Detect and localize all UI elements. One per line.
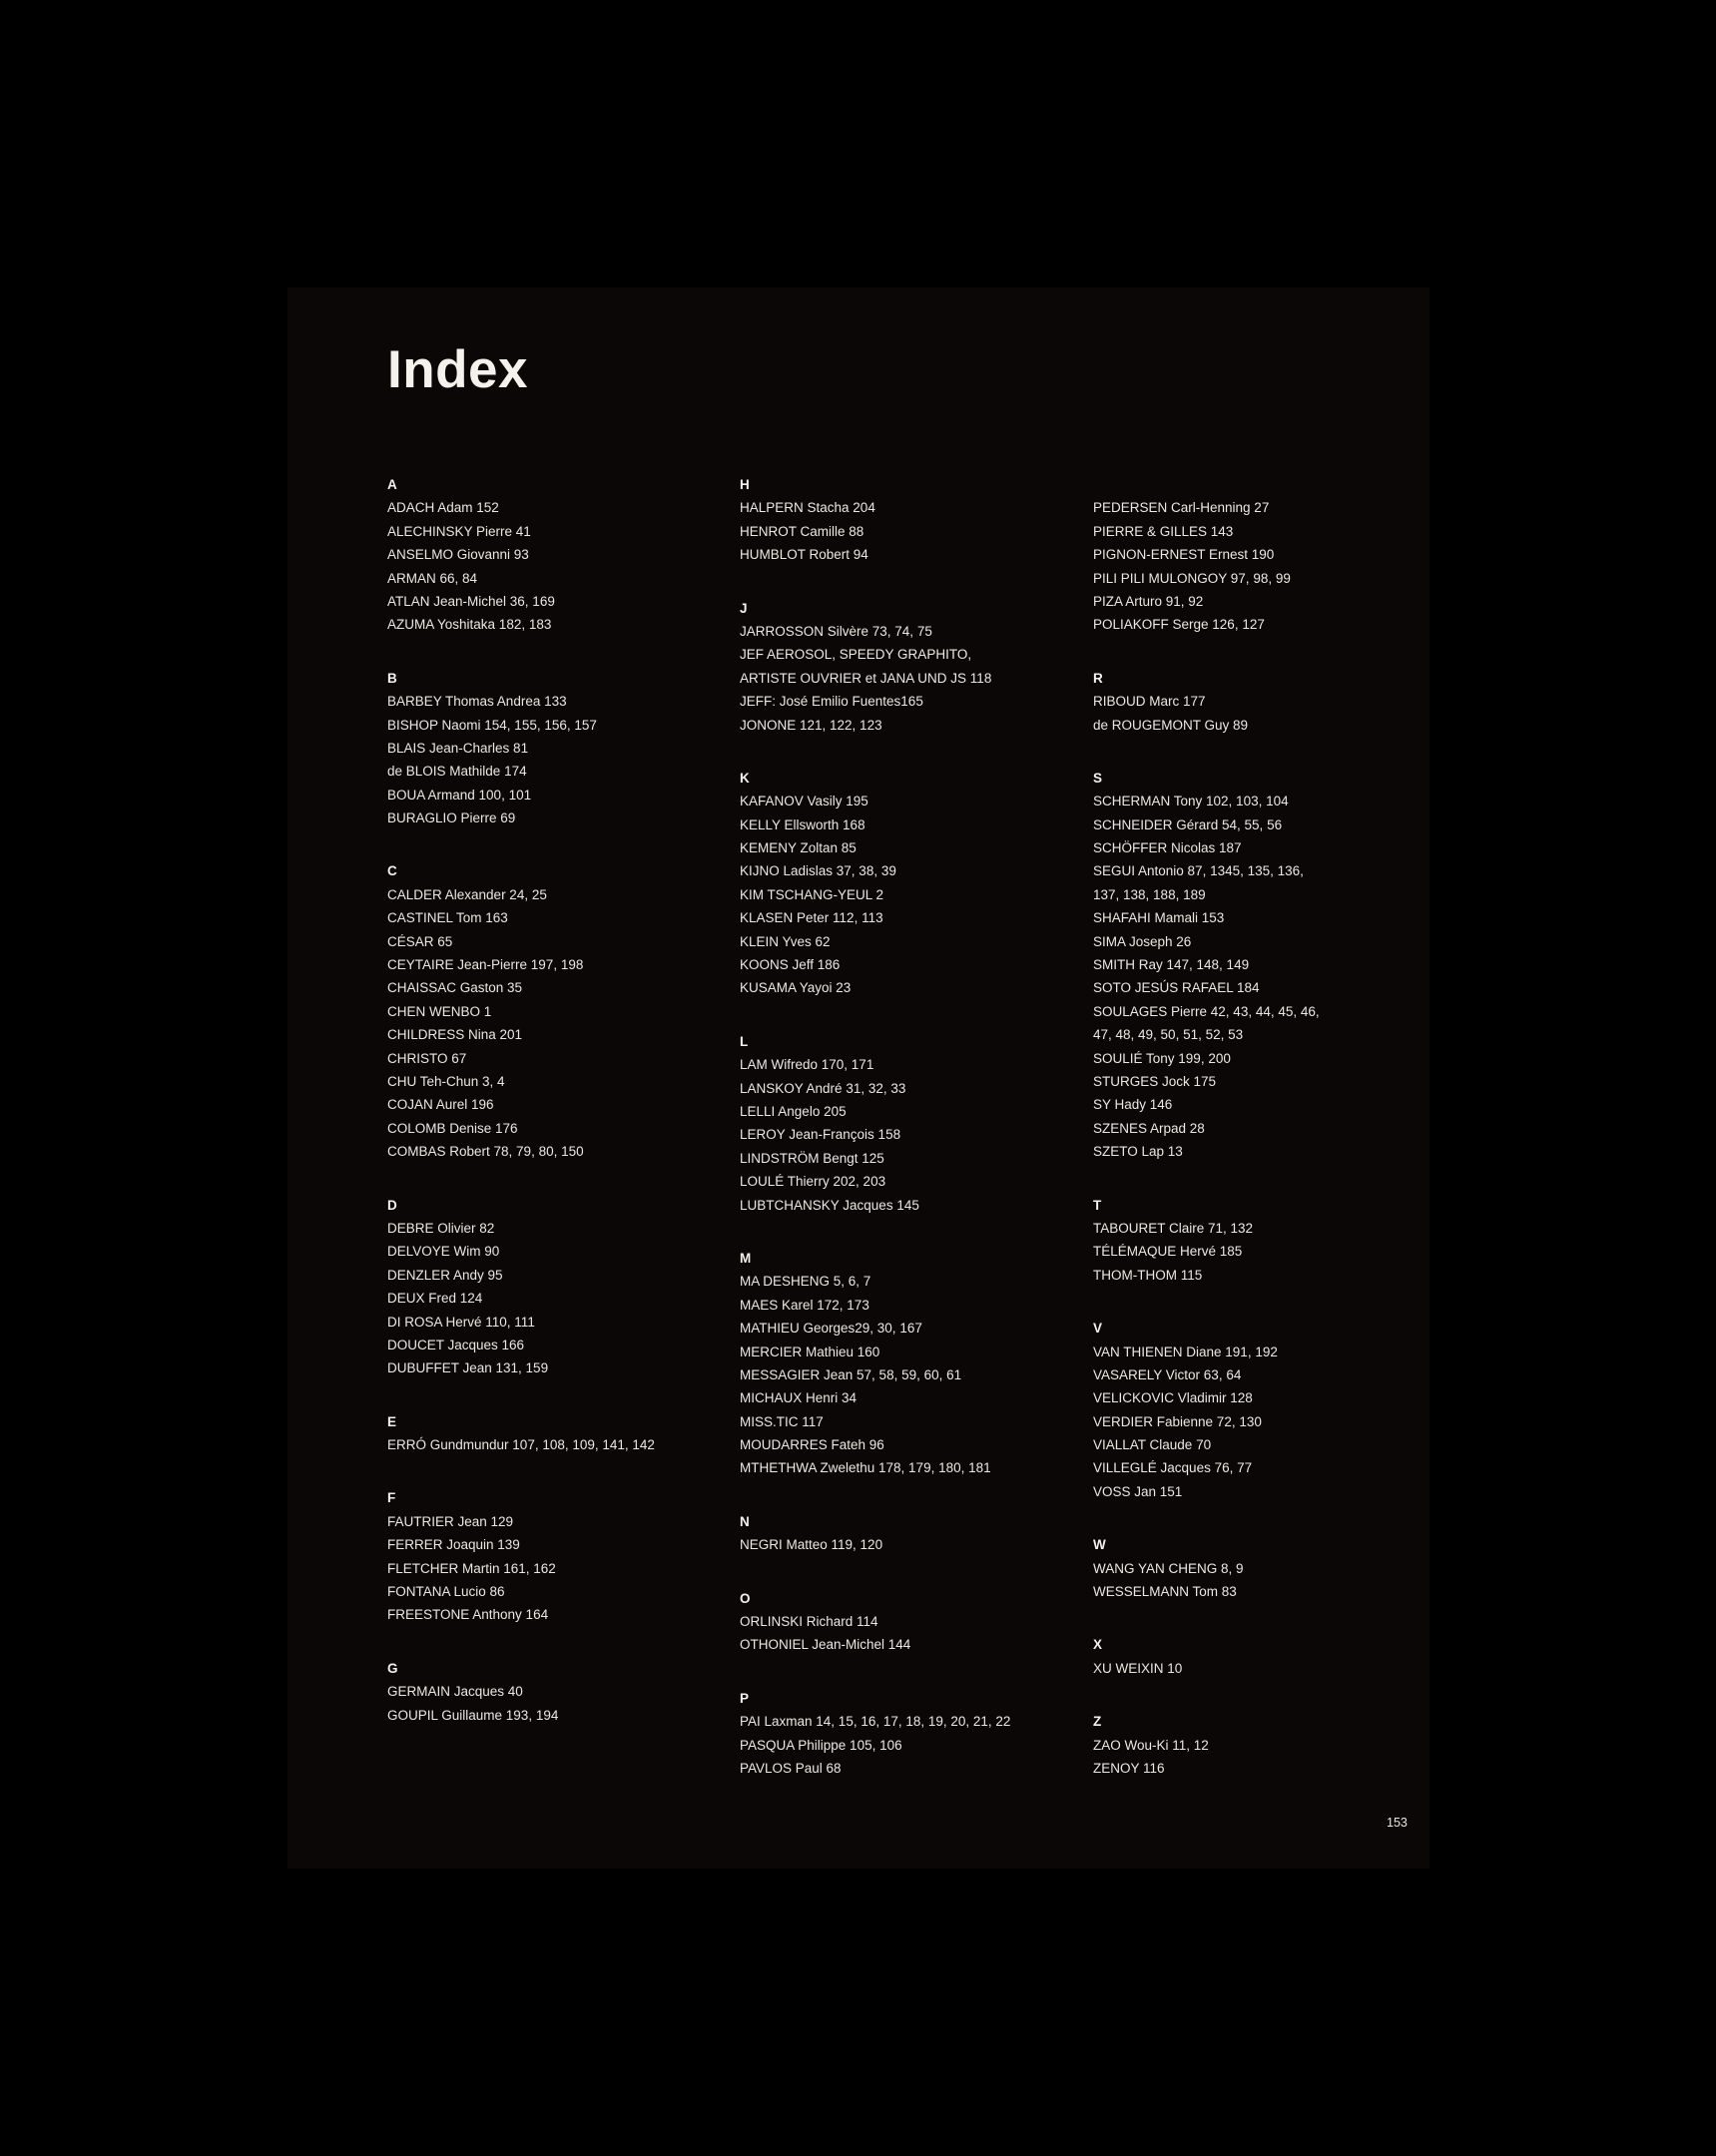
index-entry: COMBAS Robert 78, 79, 80, 150 [387, 1144, 584, 1160]
index-entry: DUBUFFET Jean 131, 159 [387, 1360, 549, 1376]
index-entry: MISS.TIC 117 [740, 1413, 824, 1429]
index-entry: ARMAN 66, 84 [387, 570, 478, 586]
index-entry: TÉLÉMAQUE Hervé 185 [1093, 1244, 1243, 1260]
index-entry: 137, 138, 188, 189 [1093, 886, 1206, 902]
index-entry: PILI PILI MULONGOY 97, 98, 99 [1093, 570, 1291, 586]
index-entry: JEF AEROSOL, SPEEDY GRAPHITO, [740, 647, 972, 663]
index-entry: VIALLAT Claude 70 [1093, 1437, 1212, 1453]
index-section [387, 667, 707, 830]
index-section [1093, 767, 1413, 1164]
index-section [1093, 1317, 1413, 1503]
index-entry: ATLAN Jean-Michel 36, 169 [387, 593, 555, 609]
index-page [287, 287, 1430, 1869]
index-entry: MOUDARRES Fateh 96 [740, 1437, 884, 1453]
index-entry: FAUTRIER Jean 129 [387, 1513, 514, 1529]
index-entry: OTHONIEL Jean-Michel 144 [740, 1637, 911, 1653]
index-section [740, 1030, 1059, 1217]
index-entry: CHILDRESS Nina 201 [387, 1027, 523, 1043]
section-letter: C [387, 863, 397, 879]
index-section [387, 1194, 707, 1380]
index-entry: LANSKOY André 31, 32, 33 [740, 1080, 906, 1096]
index-entry: SZETO Lap 13 [1093, 1144, 1183, 1160]
index-section [1093, 473, 1413, 637]
index-section [1093, 1194, 1413, 1288]
index-entry: MAES Karel 172, 173 [740, 1297, 869, 1313]
index-entry: FREESTONE Anthony 164 [387, 1607, 549, 1623]
index-entry: ADACH Adam 152 [387, 500, 499, 516]
index-entry: SCHNEIDER Gérard 54, 55, 56 [1093, 816, 1283, 832]
index-column-3 [1093, 473, 1413, 1810]
section-letter: D [387, 1197, 397, 1213]
index-section [387, 859, 707, 1163]
index-entry: GOUPIL Guillaume 193, 194 [387, 1707, 559, 1723]
index-entry: JEFF: José Emilio Fuentes165 [740, 694, 923, 710]
index-entry: VASARELY Victor 63, 64 [1093, 1366, 1242, 1382]
index-entry: BISHOP Naomi 154, 155, 156, 157 [387, 717, 597, 733]
index-entry: SOTO JESÚS RAFAEL 184 [1093, 980, 1260, 996]
index-entry: VILLEGLÉ Jacques 76, 77 [1093, 1460, 1253, 1476]
index-entry: CHU Teh-Chun 3, 4 [387, 1073, 505, 1089]
index-entry: CÉSAR 65 [387, 933, 453, 949]
page-title: Index [387, 340, 528, 399]
section-letter: N [740, 1513, 750, 1529]
index-entry: DENZLER Andy 95 [387, 1267, 503, 1283]
section-letter: H [740, 477, 750, 492]
section-letter: V [1093, 1321, 1103, 1337]
section-letter: P [740, 1690, 750, 1706]
index-entry: JONONE 121, 122, 123 [740, 717, 882, 733]
index-entry: JARROSSON Silvère 73, 74, 75 [740, 623, 932, 639]
index-entry: PIERRE & GILLES 143 [1093, 523, 1234, 539]
index-entry: LINDSTRÖM Bengt 125 [740, 1150, 884, 1166]
index-entry: BURAGLIO Pierre 69 [387, 810, 516, 826]
index-entry: LAM Wifredo 170, 171 [740, 1057, 874, 1073]
section-letter: X [1093, 1637, 1103, 1653]
section-letter: G [387, 1660, 398, 1676]
index-entry: MESSAGIER Jean 57, 58, 59, 60, 61 [740, 1366, 962, 1382]
index-entry: KELLY Ellsworth 168 [740, 816, 865, 832]
index-entry: PAI Laxman 14, 15, 16, 17, 18, 19, 20, 21, 22 [740, 1714, 1011, 1730]
index-entry: RIBOUD Marc 177 [1093, 694, 1206, 710]
index-entry: VERDIER Fabienne 72, 130 [1093, 1413, 1262, 1429]
index-entry: ERRÓ Gundmundur 107, 108, 109, 141, 142 [387, 1437, 655, 1453]
index-entry: XU WEIXIN 10 [1093, 1660, 1183, 1676]
index-entry: SY Hady 146 [1093, 1097, 1173, 1113]
section-letter: L [740, 1033, 749, 1049]
index-entry: KLEIN Yves 62 [740, 933, 831, 949]
index-entry: KUSAMA Yayoi 23 [740, 980, 852, 996]
index-entry: MTHETHWA Zwelethu 178, 179, 180, 181 [740, 1460, 991, 1476]
index-entry: LUBTCHANSKY Jacques 145 [740, 1197, 919, 1213]
index-entry: PASQUA Philippe 105, 106 [740, 1737, 902, 1753]
index-entry: MA DESHENG 5, 6, 7 [740, 1274, 871, 1290]
index-column-2 [740, 473, 1059, 1810]
index-entry: KOONS Jeff 186 [740, 957, 841, 973]
index-entry: SOULIÉ Tony 199, 200 [1093, 1050, 1231, 1066]
index-entry: SCHERMAN Tony 102, 103, 104 [1093, 794, 1289, 809]
index-entry: BARBEY Thomas Andrea 133 [387, 694, 567, 710]
index-entry: MICHAUX Henri 34 [740, 1390, 858, 1406]
index-entry: CHEN WENBO 1 [387, 1003, 492, 1019]
index-entry: ZENOY 116 [1093, 1760, 1165, 1776]
index-section [1093, 1533, 1413, 1603]
section-letter: Z [1093, 1714, 1102, 1730]
index-entry: LELLI Angelo 205 [740, 1103, 847, 1119]
index-entry: SEGUI Antonio 87, 1345, 135, 136, [1093, 863, 1304, 879]
section-spacer [1093, 473, 1413, 496]
index-entry: BLAIS Jean-Charles 81 [387, 740, 529, 756]
index-entry: SHAFAHI Mamali 153 [1093, 910, 1225, 926]
index-section [1093, 667, 1413, 737]
index-entry: CHAISSAC Gaston 35 [387, 980, 523, 996]
index-entry: PAVLOS Paul 68 [740, 1760, 842, 1776]
index-entry: PEDERSEN Carl-Henning 27 [1093, 500, 1270, 516]
index-entry: ARTISTE OUVRIER et JANA UND JS 118 [740, 670, 992, 686]
index-entry: DEUX Fred 124 [387, 1291, 483, 1307]
index-section [387, 473, 707, 637]
index-entry: COLOMB Denise 176 [387, 1120, 518, 1136]
index-entry: MATHIEU Georges29, 30, 167 [740, 1321, 922, 1337]
index-entry: ZAO Wou-Ki 11, 12 [1093, 1737, 1209, 1753]
index-entry: POLIAKOFF Serge 126, 127 [1093, 617, 1265, 633]
index-section [740, 1687, 1059, 1781]
index-entry: FERRER Joaquin 139 [387, 1537, 520, 1553]
index-entry: WESSELMANN Tom 83 [1093, 1584, 1237, 1600]
section-letter: S [1093, 770, 1103, 786]
index-entry: SIMA Joseph 26 [1093, 933, 1192, 949]
section-letter: F [387, 1490, 396, 1506]
index-entry: KAFANOV Vasily 195 [740, 794, 868, 809]
index-entry: FLETCHER Martin 161, 162 [387, 1560, 556, 1576]
index-entry: SCHÖFFER Nicolas 187 [1093, 840, 1242, 856]
index-section [740, 473, 1059, 567]
index-entry: MERCIER Mathieu 160 [740, 1344, 880, 1359]
index-entry: KLASEN Peter 112, 113 [740, 910, 883, 926]
index-entry: ALECHINSKY Pierre 41 [387, 523, 531, 539]
index-entry: BOUA Armand 100, 101 [387, 787, 532, 803]
index-entry: de ROUGEMONT Guy 89 [1093, 717, 1249, 733]
index-entry: DELVOYE Wim 90 [387, 1244, 500, 1260]
section-letter: T [1093, 1197, 1102, 1213]
index-section [1093, 1633, 1413, 1680]
index-section [740, 1247, 1059, 1480]
index-entry: CHRISTO 67 [387, 1050, 467, 1066]
index-entry: HENROT Camille 88 [740, 523, 864, 539]
index-entry: PIZA Arturo 91, 92 [1093, 593, 1204, 609]
section-letter: M [740, 1250, 752, 1266]
index-entry: PIGNON-ERNEST Ernest 190 [1093, 547, 1275, 563]
section-letter: A [387, 477, 397, 492]
index-entry: TABOURET Claire 71, 132 [1093, 1220, 1254, 1236]
index-entry: DI ROSA Hervé 110, 111 [387, 1314, 535, 1330]
index-section [740, 1587, 1059, 1657]
index-entry: DOUCET Jacques 166 [387, 1337, 525, 1352]
index-entry: SZENES Arpad 28 [1093, 1120, 1205, 1136]
index-entry: AZUMA Yoshitaka 182, 183 [387, 617, 552, 633]
index-column-1 [387, 473, 707, 1757]
index-entry: SOULAGES Pierre 42, 43, 44, 45, 46, [1093, 1003, 1320, 1019]
index-entry: DEBRE Olivier 82 [387, 1220, 495, 1236]
index-entry: HUMBLOT Robert 94 [740, 547, 868, 563]
page-number: 153 [1387, 1816, 1408, 1830]
index-entry: VOSS Jan 151 [1093, 1483, 1183, 1499]
index-entry: FONTANA Lucio 86 [387, 1584, 505, 1600]
index-section [387, 1410, 707, 1457]
index-entry: ANSELMO Giovanni 93 [387, 547, 529, 563]
index-entry: VELICKOVIC Vladimir 128 [1093, 1390, 1253, 1406]
index-entry: CALDER Alexander 24, 25 [387, 886, 547, 902]
index-section [387, 1657, 707, 1727]
index-entry: WANG YAN CHENG 8, 9 [1093, 1560, 1244, 1576]
section-letter: O [740, 1590, 751, 1606]
index-entry: 47, 48, 49, 50, 51, 52, 53 [1093, 1027, 1244, 1043]
index-entry: SMITH Ray 147, 148, 149 [1093, 957, 1250, 973]
index-section [740, 597, 1059, 737]
index-section [1093, 1710, 1413, 1780]
index-entry: HALPERN Stacha 204 [740, 500, 875, 516]
index-entry: CEYTAIRE Jean-Pierre 197, 198 [387, 957, 584, 973]
index-entry: NEGRI Matteo 119, 120 [740, 1537, 883, 1553]
index-entry: STURGES Jock 175 [1093, 1073, 1217, 1089]
index-entry: THOM-THOM 115 [1093, 1267, 1203, 1283]
section-letter: K [740, 770, 750, 786]
index-entry: VAN THIENEN Diane 191, 192 [1093, 1344, 1278, 1359]
section-letter: W [1093, 1537, 1106, 1553]
index-entry: GERMAIN Jacques 40 [387, 1684, 523, 1700]
index-entry: de BLOIS Mathilde 174 [387, 764, 527, 780]
index-section [740, 767, 1059, 1000]
index-entry: ORLINSKI Richard 114 [740, 1614, 878, 1630]
section-letter: B [387, 670, 397, 686]
index-entry: CASTINEL Tom 163 [387, 910, 508, 926]
index-entry: KIJNO Ladislas 37, 38, 39 [740, 863, 896, 879]
index-entry: LEROY Jean-François 158 [740, 1127, 901, 1143]
index-entry: KIM TSCHANG-YEUL 2 [740, 886, 884, 902]
section-letter: E [387, 1413, 397, 1429]
index-section [740, 1510, 1059, 1557]
index-entry: LOULÉ Thierry 202, 203 [740, 1174, 886, 1190]
section-letter: J [740, 600, 748, 616]
section-letter: R [1093, 670, 1103, 686]
index-entry: KEMENY Zoltan 85 [740, 840, 857, 856]
index-section [387, 1486, 707, 1626]
index-entry: COJAN Aurel 196 [387, 1097, 494, 1113]
